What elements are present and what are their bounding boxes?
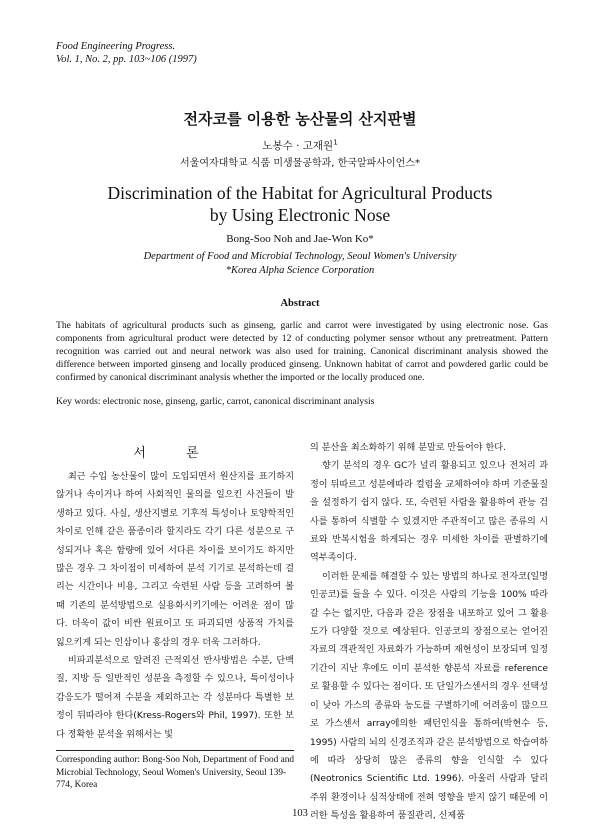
english-title-line2: by Using Electronic Nose: [209, 205, 391, 225]
korean-authors: [0, 138, 600, 153]
left-paragraph-2: 비파괴분석으로 알려진 근적외선 반사방법은 수분, 단백질, 지방 등 일반적인 성분을 측정할 수 있으나, 특이성이나 감응도가 떨어져 수분을 제외하고는 각 성분마다 특별한 보정이 뒤따라야 한다(Kress-Rogers와 Phil, 1997). 또한 보다 정확한 분석을 위해서는 빛: [56, 656, 294, 740]
section-heading-introduction: 서 론: [133, 446, 217, 461]
abstract-heading: Abstract: [280, 298, 320, 309]
right-column: [310, 439, 548, 826]
abstract-text: The habitats of agricultural products such as ginseng, garlic and carrot were investigated by using electronic nose. Gas components from agricultural product were detected by 12 of conducting polymer sensor wthout any pretreatment. Pattern recognition was carried out and neural network was also used for training. Canonical discriminant analysis showed the difference between imported ginseng and locally produced ginseng. Unknown habitat of carrot and powdered garlic could be confirmed by canonical discriminant analysis whether the imported or the locally produced one.: [56, 320, 548, 383]
journal-header: [56, 40, 197, 66]
right-paragraph-2: 이러한 문제를 해결할 수 있는 방법의 하나로 전자코(일명 인공코)를 들을 수 있다. 이것은 사람의 기능을 100% 따라 갈 수는 없지만, 다음과 같은 장점을 내포하고 있어 그 활용도가 다양할 것으로 예상된다. 인공코의 장점으로는 얻어진 자료의 객관적인 자료화가 가능하며 재현성이 보장되며 일정 기간이 지난 후에도 이미 분석한 향분석 자료를 reference로 활용할 수 있다는 점이다. 또 단일가스센서의 경우 선택성이 낮아 가스의 종류와 농도를 구별하기에 어려움이 많으므로 가스센서 array에의한 패턴인식을 통하여(박현수 등, 1995) 사람의 뇌의 신경조직과 같은 분석방법으로 학습여하에 따라 상당히 많은 종류의 향을 인식할 수 있다(Neotronics Scientific Ltd. 1996). 아울러 사람과 달리 주위 환경이나 심적상태에 전혀 영향을 받지 않기 때문에 이러한 특성을 활용하여 품질관리, 신제품: [310, 571, 548, 822]
english-title: [0, 182, 600, 226]
english-title-line1: Discrimination of the Habitat for Agricultural Products: [107, 183, 493, 203]
journal-volume: Vol. 1, No. 2, pp. 103~106 (1997): [56, 54, 197, 65]
english-affiliation-line1: Department of Food and Microbial Technology, Seoul Women's University: [143, 251, 457, 262]
korean-authors-sup: 1: [333, 138, 338, 147]
keywords: Key words: electronic nose, ginseng, garlic, carrot, canonical discriminant analysis: [56, 396, 375, 407]
left-column: [56, 468, 294, 744]
english-authors: Bong-Soo Noh and Jae-Won Ko*: [226, 233, 374, 245]
english-affiliation-line2: *Korea Alpha Science Corporation: [225, 265, 375, 276]
korean-affiliation: 서울여자대학교 식품 미생물공학과, 한국알파사이언스*: [180, 158, 420, 169]
page-number: 103: [292, 808, 308, 819]
english-affiliation: [0, 250, 600, 278]
right-paragraph-0: 의 분산을 최소화하기 위해 분말로 만들어야 한다.: [310, 443, 506, 453]
korean-authors-names: 노봉수 · 고재원: [262, 140, 334, 152]
right-paragraph-1: 향기 분석의 경우 GC가 널리 활용되고 있으나 전처리 과정이 뒤따르고 성분에따라 컬럼을 교체하여야 하며 기준물질을 설정하기 쉽지 않다. 또, 숙련된 사람을 활용하여 관능 검사를 통하여 식별할 수 있겠지만 주관적이고 많은 종류의 시료와 반복시험을 하게되는 경우 미세한 차이를 판별하기에 역부족이다.: [310, 461, 548, 564]
footnote-divider: [56, 750, 294, 751]
korean-title: 전자코를 이용한 농산물의 산지판별: [183, 110, 417, 128]
journal-name: Food Engineering Progress.: [56, 41, 176, 52]
left-paragraph-1: 최근 수입 농산물이 많이 도입되면서 원산지를 표기하지 않거나 속이거나 하여 사회적인 물의를 일으킨 사건들이 발생하고 있다. 사실, 생산지별로 기후적 특성이나 토양학적인 차이로 인해 같은 품종이라 할지라도 각기 다른 성분으로 구성되거나 혹은 함량에 있어 서다른 차이를 보이기도 하지만 많은 경우 그 차이점이 미세하여 분석 기기로 분석하는데 걸리는 시간이나 비용, 그리고 숙련된 사람 등을 고려하여 볼 때 기존의 분석방법으로 실용화시키기에는 어려운 점이 많다. 더욱이 값이 비싼 원료이고 또 파괴되면 상품적 가치를 잃으키게 되는 인삼이나 홍삼의 경우 더욱 그러하다.: [56, 472, 294, 648]
corresponding-author-footnote: Corresponding author: Bong-Soo Noh, Department of Food and Microbial Technology, Seoul Women's University, Seoul 139-774, Korea: [56, 755, 295, 790]
